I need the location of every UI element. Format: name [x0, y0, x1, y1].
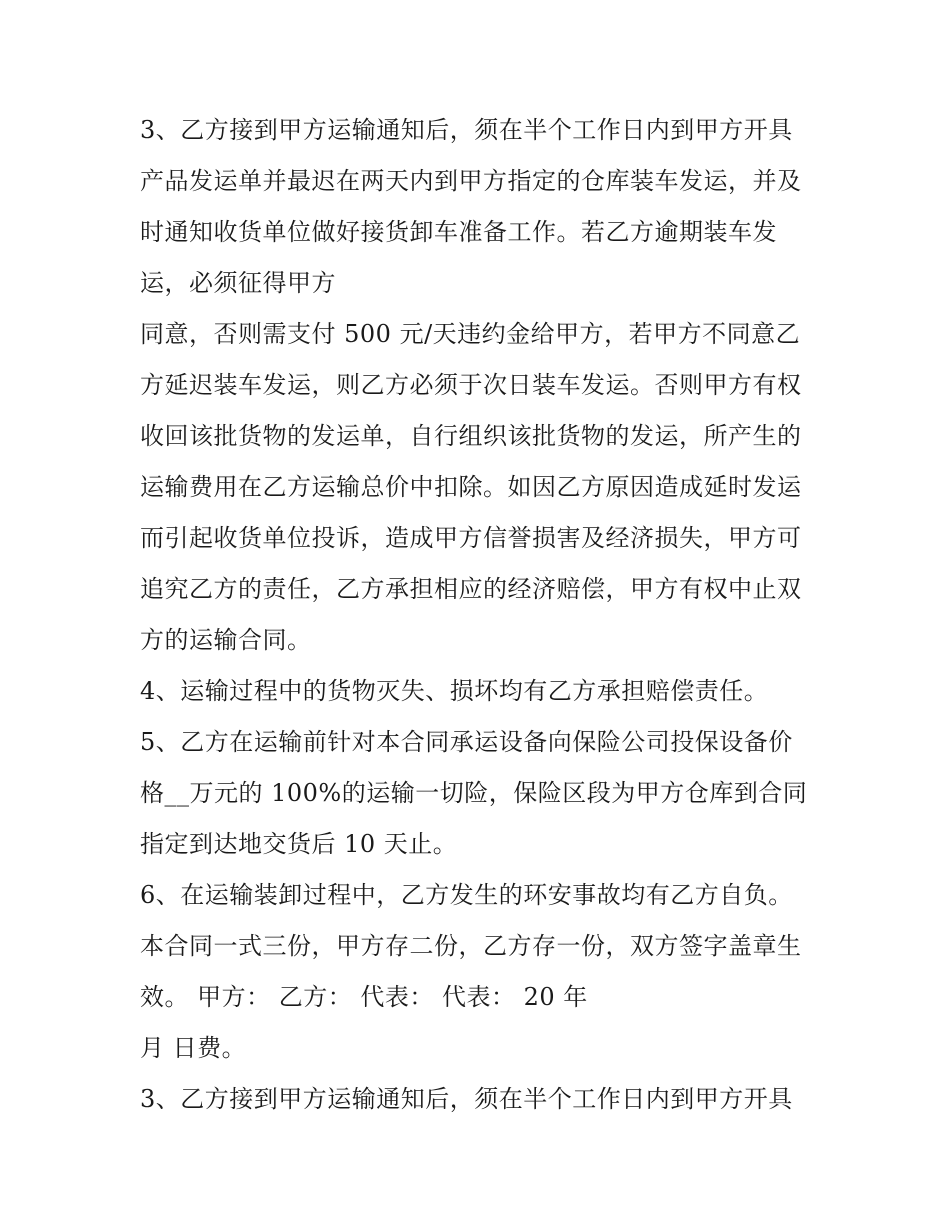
text-line: 月 日费。: [140, 1034, 247, 1062]
text-line: 运，必须征得甲方: [140, 269, 336, 297]
text-line: 方延迟装车发运，则乙方必须于次日装车发运。否则甲方有权: [140, 371, 802, 399]
text-line: 本合同一式三份，甲方存二份，乙方存一份，双方签字盖章生: [140, 932, 802, 960]
text-line: 追究乙方的责任，乙方承担相应的经济赔偿，甲方有权中止双: [140, 575, 802, 603]
document-body: [140, 105, 820, 1125]
text-line: 格__万元的 100%的运输一切险，保险区段为甲方仓库到合同: [140, 779, 808, 807]
text-line: 同意，否则需支付 500 元/天违约金给甲方，若甲方不同意乙: [140, 320, 801, 348]
text-line: 方的运输合同。: [140, 626, 312, 654]
text-line: 产品发运单并最迟在两天内到甲方指定的仓库装车发运，并及: [140, 167, 802, 195]
text-line: 4、运输过程中的货物灭失、损坏均有乙方承担赔偿责任。: [140, 677, 769, 705]
text-line: 6、在运输装卸过程中，乙方发生的环安事故均有乙方自负。: [140, 881, 793, 909]
text-line: 指定到达地交货后 10 天止。: [140, 830, 458, 858]
text-line: 效。 甲方： 乙方： 代表： 代表： 20 年: [140, 983, 588, 1011]
text-line: 3、乙方接到甲方运输通知后，须在半个工作日内到甲方开具: [140, 116, 793, 144]
text-line: 收回该批货物的发运单，自行组织该批货物的发运，所产生的: [140, 422, 802, 450]
text-line: 3、乙方接到甲方运输通知后，须在半个工作日内到甲方开具: [140, 1085, 793, 1113]
text-line: 而引起收货单位投诉，造成甲方信誉损害及经济损失，甲方可: [140, 524, 802, 552]
text-line: 时通知收货单位做好接货卸车准备工作。若乙方逾期装车发: [140, 218, 777, 246]
text-line: 运输费用在乙方运输总价中扣除。如因乙方原因造成延时发运: [140, 473, 802, 501]
text-line: 5、乙方在运输前针对本合同承运设备向保险公司投保设备价: [140, 728, 793, 756]
